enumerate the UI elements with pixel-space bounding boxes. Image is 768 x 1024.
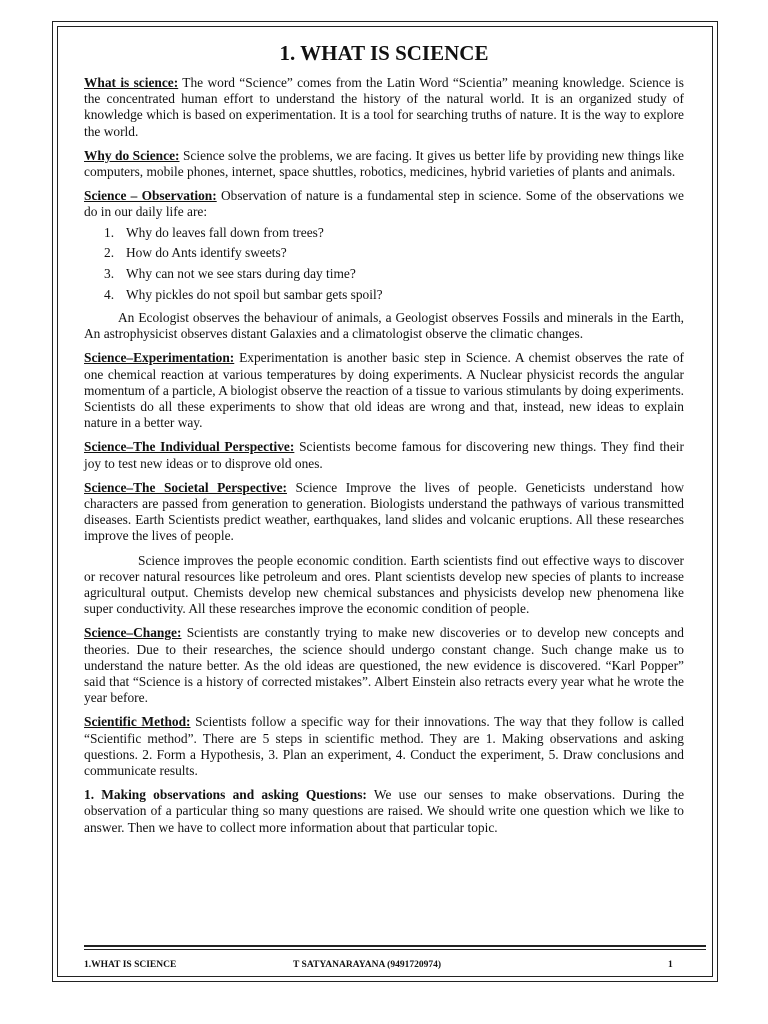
list-item: 4. Why pickles do not spoil but sambar gets spoil?	[104, 286, 383, 302]
list-item: 1. Why do leaves fall down from trees?	[104, 224, 324, 240]
observation-paragraph: An Ecologist observes the behaviour of animals, a Geologist observes Fossils and minerals in the Earth, An astrophysicist observes distant Galaxies and a climatologist observe the climatic changes.	[84, 309, 684, 342]
page-title: 1. WHAT IS SCIENCE	[279, 41, 489, 65]
footer-author: T SATYANARAYANA (9491720974)	[293, 960, 441, 970]
list-item: 2. How do Ants identify sweets?	[104, 245, 287, 261]
section-why-do-science: Why do Science: Science solve the problems, we are facing. It gives us better life by providing new things like computers, mobile phones, internet, space shuttles, robotics, medicines, hybrid varieties of plants and animals.	[84, 147, 684, 180]
document-body	[84, 40, 684, 844]
section-change: Science–Change: Scientists are constantly trying to make new discoveries or to develop new concepts and theories. Due to their researches, the science should undergo constant change. Such change make us to understand the nature better. As the old ideas are questioned, the new evidence is discovered. “Karl Popper” said that “Science is a history of corrected mistakes”. Albert Einstein also retracts every year what he wrote the year before.	[84, 625, 684, 706]
section-scientific-method: Scientific Method: Scientists follow a specific way for their innovations. The way that they follow is called “Scientific method”. There are 5 steps in scientific method. They are 1. Making observations and asking questions. 2. Form a Hypothesis, 3. Plan an experiment, 4. Conduct the experiment, 5. Draw conclusions and communicate results.	[84, 714, 684, 779]
section-step-1: 1. Making observations and asking Questions: We use our senses to make observations. During the observation of a particular thing so many questions are raised. We should write one question which we like to answer. Then we have to collect more information about that particular topic.	[84, 787, 685, 835]
section-experimentation: Science–Experimentation: Experimentation is another basic step in Science. A chemist observes the rate of one chemical reaction at various temperatures by doing experiments. A Nuclear physicist records the angular momentum of a particle, A biologist observe the reaction of a tissue to various stimulants by doing experiments. Scientists do all these experiments to show that old ideas are wrong and that, instead, new ideas to explain nature in a better way.	[84, 350, 684, 431]
footer-rule	[84, 945, 706, 947]
list-item: 3. Why can not we see stars during day time?	[104, 266, 356, 282]
footer-page-number: 1	[668, 960, 673, 970]
footer-chapter: 1.WHAT IS SCIENCE	[84, 960, 177, 970]
footer-rule	[84, 949, 706, 950]
observation-questions-list	[84, 225, 684, 303]
section-what-is-science: What is science: The word “Science” comes from the Latin Word “Scientia” meaning knowledge. Science is the concentrated human effort to understand the history of the natural world. It is an organized study of knowledge which is based on experimentation. It is a tool for searching truths of nature. It is the way to explore the world.	[84, 75, 684, 139]
economic-paragraph: Science improves the people economic condition. Earth scientists find out effective ways to discover or recover natural resources like petroleum and ores. Plant scientists develop new species of plants to increase agricultural output. Chemists develop new chemical substances and physicists develop new phenomena like super conductivity. All these researches improve the economic condition of people.	[84, 552, 684, 617]
section-societal-perspective: Science–The Societal Perspective: Science Improve the lives of people. Geneticists understand how characters are passed from generation to generation. Biologists understand the pathways of various transmitted diseases. Earth Scientists predict weather, earthquakes, land slides and volcanic eruptions. All these researches improve the lives of people.	[84, 479, 684, 544]
section-individual-perspective: Science–The Individual Perspective: Scientists become famous for discovering new things. They find their joy to test new ideas or to disprove old ones.	[84, 439, 684, 471]
section-observation: Science – Observation: Observation of nature is a fundamental step in science. Some of the observations we do in our daily life are:	[84, 188, 684, 220]
